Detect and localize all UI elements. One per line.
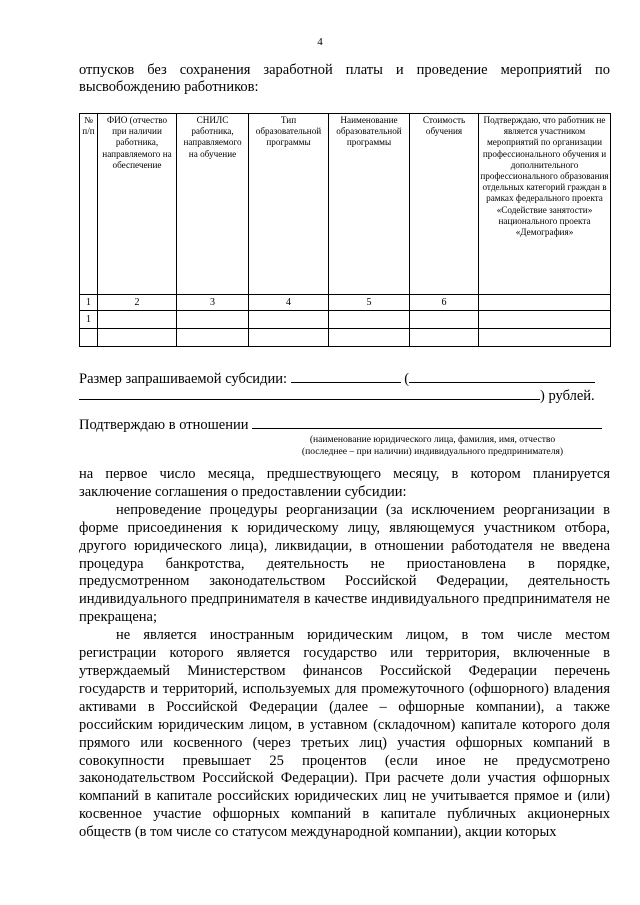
table-cell — [479, 329, 611, 347]
table-numbers-row — [80, 295, 611, 311]
table-cell — [249, 311, 329, 329]
subsidy-line-2 — [79, 386, 595, 405]
table-cell: 3 — [177, 295, 249, 311]
subsidy-open-paren: ( — [404, 371, 410, 387]
intro-paragraph: отпусков без сохранения заработной платы и проведение мероприятий по высвобождению работников: — [79, 62, 610, 95]
conditions-body — [79, 466, 610, 842]
header-cell-snils: СНИЛС работника, направляемого на обучение — [177, 114, 249, 295]
training-table — [79, 113, 611, 347]
table-cell: 1 — [80, 311, 98, 329]
table-cell — [80, 329, 98, 347]
header-cell-program-type: Тип образовательной программы — [249, 114, 329, 295]
table-cell: 2 — [98, 295, 177, 311]
table-cell — [479, 295, 611, 311]
confirm-caption-line-1: (наименование юридического лица, фамилия, имя, отчество — [309, 434, 556, 445]
table-cell — [329, 329, 410, 347]
confirm-entity-field[interactable] — [252, 415, 602, 429]
subsidy-amount-words-continuation-field[interactable] — [79, 386, 540, 400]
header-cell-cost: Стоимость обучения — [410, 114, 479, 295]
table-cell: 6 — [410, 295, 479, 311]
body-paragraph: непроведение процедуры реорганизации (за исключением реорганизации в форме присоединения к юридическому лицу, являющемуся участником отбора, другого юридического лица), ликвидации, в отношении работодателя не введена процедура банкротства, деятельность не приостановлена в порядке, предусмотренном законодательством Российской Федерации, деятельность индивидуального предпринимателя в качестве индивидуального предпринимателя не прекращена; — [79, 501, 610, 626]
confirm-caption-line-2: (последнее – при наличии) индивидуального предпринимателя) — [301, 446, 564, 457]
page-number: 4 — [317, 36, 323, 48]
table-cell — [98, 311, 177, 329]
table-cell — [98, 329, 177, 347]
table-cell — [329, 311, 410, 329]
subsidy-close-suffix: ) рублей. — [540, 388, 595, 404]
header-cell-confirmation: Подтверждаю, что работник не является участником мероприятий по организации профессионального обучения и дополнительного профессионального образования отдельных категорий граждан в рамках федерального проекта «Содействие занятости» национального проекта «Демография» — [479, 114, 611, 295]
table-cell — [177, 311, 249, 329]
header-cell-program-name: Наименование образовательной программы — [329, 114, 410, 295]
table-cell — [410, 311, 479, 329]
body-paragraph: на первое число месяца, предшествующего месяцу, в котором планируется заключение соглашения о предоставлении субсидии: — [79, 466, 610, 500]
header-cell-number: № п/п — [80, 114, 98, 295]
table-row — [80, 311, 611, 329]
table-cell — [249, 329, 329, 347]
confirm-label: Подтверждаю в отношении — [79, 417, 249, 433]
table-cell — [177, 329, 249, 347]
subsidy-amount-words-field[interactable] — [409, 369, 595, 383]
table-cell: 5 — [329, 295, 410, 311]
table-cell: 1 — [80, 295, 98, 311]
table-row — [80, 329, 611, 347]
table-header-row — [80, 114, 611, 295]
table-cell — [410, 329, 479, 347]
table-cell: 4 — [249, 295, 329, 311]
subsidy-label: Размер запрашиваемой субсидии: — [79, 371, 287, 387]
confirm-line — [79, 415, 602, 434]
header-cell-fio: ФИО (отчество при наличии работника, направляемого на обеспечение — [98, 114, 177, 295]
subsidy-amount-field[interactable] — [291, 369, 401, 383]
body-paragraph: не является иностранным юридическим лицом, в том числе местом регистрации которого является государство или территория, включенные в утверждаемый Министерством финансов Российской Федерации перечень государств и территорий, используемых для промежуточного (офшорного) владения активами в Российской Федерации (далее – офшорные компании), а также российским юридическим лицом, в уставном (складочном) капитале которого доля прямого или косвенного (через третьих лиц) участия офшорных компаний в совокупности превышает 25 процентов (если иное не предусмотрено законодательством Российской Федерации). При расчете доли участия офшорных компаний в капитале российских юридических лиц не учитывается прямое и (или) косвенное участие офшорных компаний в капитале публичных акционерных обществ (в том числе со статусом международной компании), акции которых — [79, 627, 610, 841]
table-cell — [479, 311, 611, 329]
